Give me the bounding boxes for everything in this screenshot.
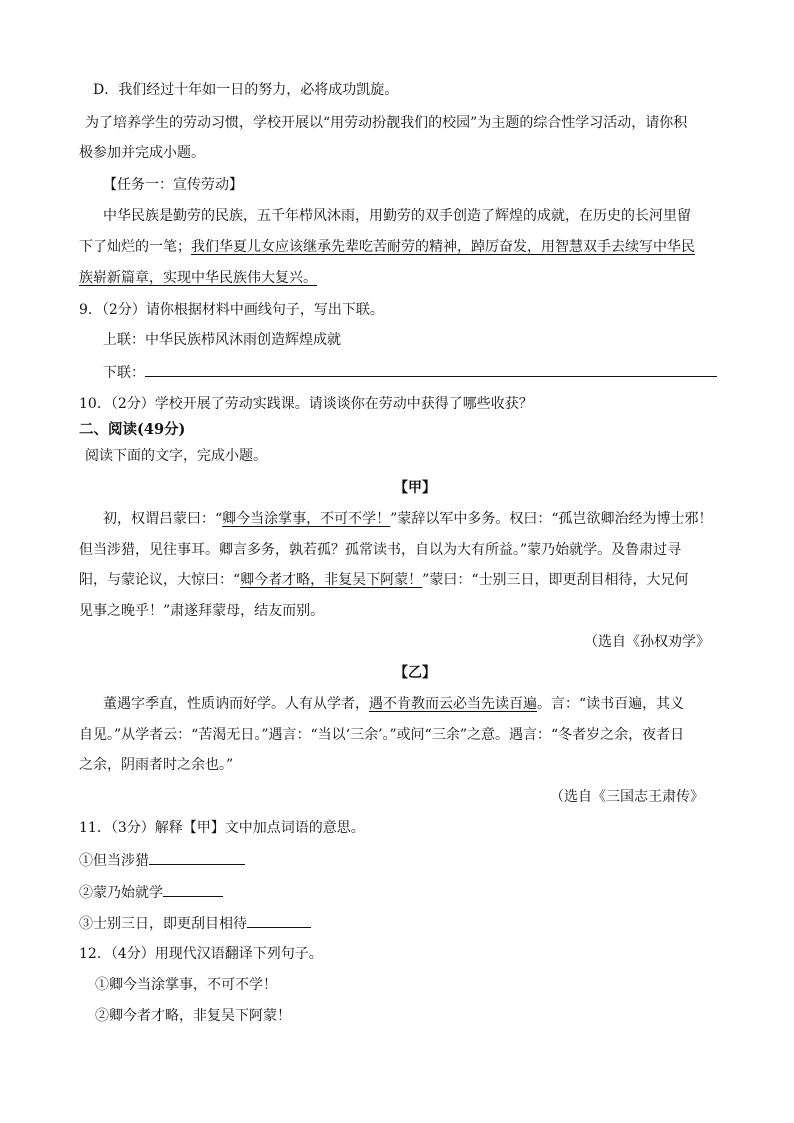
- q11-item-3-text: ③士别三日，即更刮目相待: [79, 916, 247, 932]
- q12-stem: 12．（4分）用现代汉语翻译下列句子。: [79, 946, 323, 962]
- q11-item-3: [79, 913, 311, 934]
- q9-lower-couplet: [103, 362, 717, 383]
- jia-line-3-a: 阳，与蒙论议，大惊曰：“: [79, 572, 241, 588]
- underlined-sentence-part-1: 我们华夏儿女应该继承先辈吃苦耐劳的精神，踔厉奋发，用智慧双手去续写中华民: [191, 239, 695, 255]
- jia-line-3-c: ”蒙曰：“士别三日，即更刮目相待，大兄何: [422, 572, 689, 588]
- passage-line-1: 中华民族是勤劳的民族，五千年栉风沐雨，用勤劳的双手创造了辉煌的成就，在历史的长河里留: [103, 208, 691, 224]
- q9-answer-blank[interactable]: [145, 362, 717, 377]
- q12-item-1: ①卿今当涂掌事，不可不学！: [95, 977, 277, 993]
- yi-line-1-c: 。言：“读书百遍，其义: [537, 696, 685, 712]
- q10-stem: 10．（2分）学校开展了劳动实践课。请谈谈你在劳动中获得了哪些收获？: [79, 396, 533, 412]
- q9-upper-couplet: 上联：中华民族栉风沐雨创造辉煌成就: [103, 332, 341, 348]
- q11-item-2-text: ②蒙乃始就学: [79, 885, 163, 901]
- jia-line-2: 但当涉猎，见往事耳。卿言多务，孰若孤？孤常读书，自以为大有所益。”蒙乃始就学。及鲁肃过寻: [79, 542, 682, 558]
- section2-title: 二、阅读(49分): [79, 421, 186, 438]
- q9-lower-label: 下联：: [103, 365, 145, 381]
- jia-underlined-sentence-1: 卿今当涂掌事，不可不学！: [222, 511, 391, 527]
- activity-intro-line-1: 为了培养学生的劳动习惯，学校开展以“用劳动扮靓我们的校园”为主题的综合性学习活动，请你积: [85, 115, 688, 131]
- yi-line-1: [103, 694, 684, 714]
- jia-source: （选自《孙权劝学》: [584, 634, 710, 650]
- yi-underlined-sentence: 遇不肯教而云必当先读百遍: [369, 696, 537, 712]
- passage-line-2: [79, 237, 695, 257]
- q11-item-2: [79, 882, 223, 903]
- activity-intro-line-2: 极参加并完成小题。: [79, 145, 205, 161]
- q11-item-1-text: ①但当涉猎: [79, 853, 149, 869]
- jia-title: 【甲】: [394, 480, 436, 496]
- jia-line-1-a: 初，权谓吕蒙曰：“: [103, 511, 223, 527]
- yi-source: （选自《三国志王肃传》: [550, 789, 704, 805]
- jia-line-1-c: ”蒙辞以军中多务。权曰：“孤岂欲卿治经为博士邪！: [390, 511, 713, 527]
- q8-option-d: D．我们经过十年如一日的努力，必将成功凯旋。: [93, 82, 399, 98]
- q11-answer-blank-1[interactable]: [149, 850, 245, 865]
- section2-intro: 阅读下面的文字，完成小题。: [85, 448, 267, 464]
- passage-line-2-plain: 下了灿烂的一笔；: [79, 239, 191, 255]
- jia-line-3: [79, 570, 689, 590]
- q11-answer-blank-2[interactable]: [163, 882, 223, 897]
- q11-answer-blank-3[interactable]: [247, 913, 311, 928]
- jia-line-1: [103, 509, 713, 529]
- q12-item-2: ②卿今者才略，非复吴下阿蒙！: [95, 1008, 291, 1024]
- underlined-sentence-part-2: 族崭新篇章，实现中华民族伟大复兴。: [79, 270, 317, 286]
- q11-stem: 11．（3分）解释【甲】文中加点词语的意思。: [79, 820, 365, 836]
- yi-line-2: 自见。”从学者云：“苦渴无日。”遇言：“当以‘三余’。”或问“三余”之意。遇言：“冬者岁之余，夜者日: [79, 727, 685, 743]
- yi-line-3: 之余，阴雨者时之余也。”: [79, 757, 234, 773]
- jia-underlined-sentence-2: 卿今者才略，非复吴下阿蒙！: [240, 572, 423, 588]
- yi-title: 【乙】: [394, 665, 436, 681]
- q9-stem: 9．（2分）请你根据材料中画线句子，写出下联。: [79, 302, 384, 318]
- jia-line-4: 见事之晚乎！”肃遂拜蒙母，结友而别。: [79, 603, 325, 619]
- task1-title: 【任务一：宣传劳动】: [103, 177, 243, 193]
- q11-item-1: [79, 850, 245, 871]
- yi-line-1-a: 董遇字季直，性质讷而好学。人有从学者，: [103, 696, 369, 712]
